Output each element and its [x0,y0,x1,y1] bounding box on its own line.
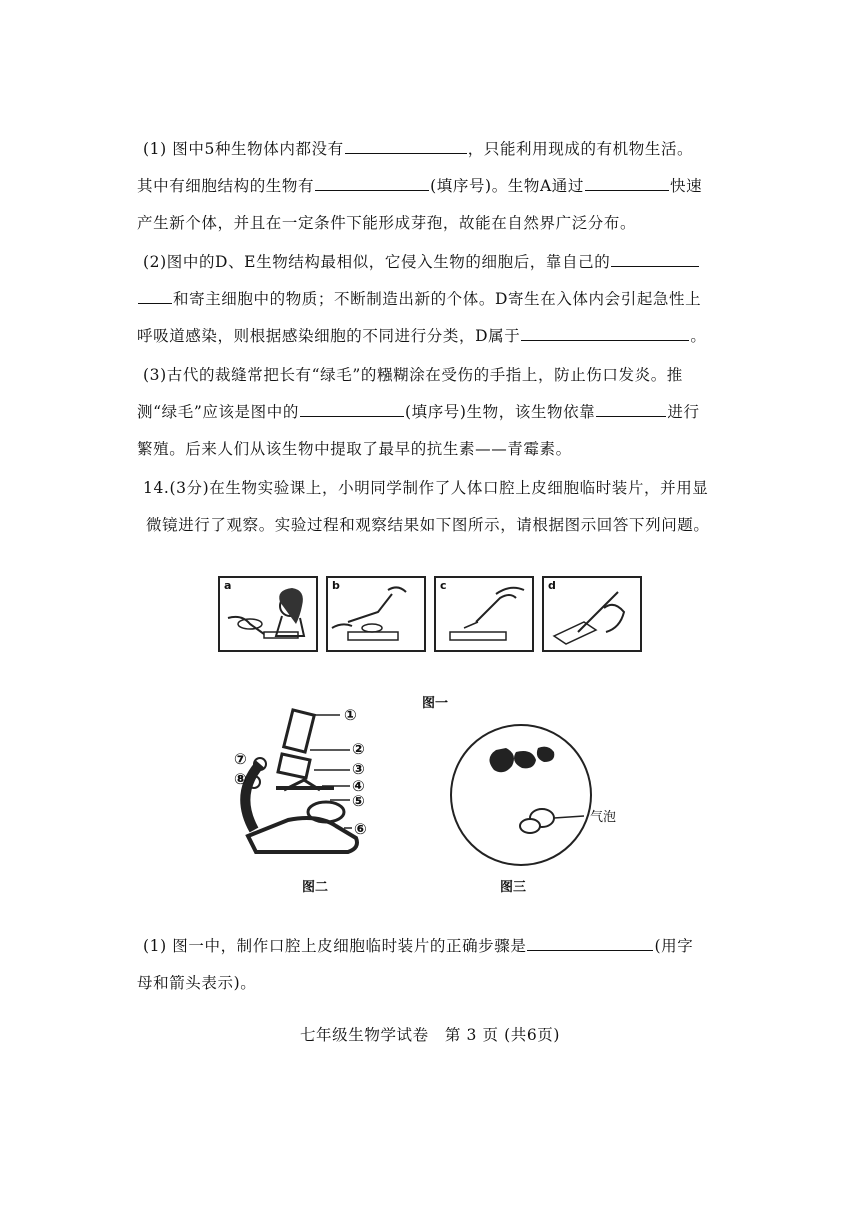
dropping-water-icon [328,578,424,650]
microscope-label-6: ⑥ [354,820,367,838]
q13-2-line2: 和寄主细胞中的物质；不断制造出新的个体。D寄生在入体内会引起急性上 [137,287,701,309]
scraping-cheek-icon [220,578,316,650]
microscope-label-1: ① [344,706,357,724]
answer-blank[interactable] [521,326,689,341]
answer-blank[interactable] [138,289,172,304]
step-panel-b: b [326,576,426,652]
q13-3-line3: 繁殖。后来人们从该生物中提取了最早的抗生素——青霉素。 [137,440,572,458]
microscope-diagram [230,704,410,864]
step-panel-d: d [542,576,642,652]
step-panel-c: c [434,576,534,652]
q14-1-line2: 母和箭头表示)。 [137,974,257,992]
answer-blank[interactable] [345,139,467,154]
microscope-label-3: ③ [352,760,365,778]
answer-blank[interactable] [585,176,669,191]
q13-1-line3: 产生新个体，并且在一定条件下能形成芽孢，故能在自然界广泛分布。 [137,214,637,232]
figure-1-caption: 图一 [422,696,449,711]
bubble-label: 气泡 [590,810,617,825]
q14-line1: 14.(3分)在生物实验课上，小明同学制作了人体口腔上皮细胞临时装片，并用显 [143,479,709,497]
microscope-label-8: ⑧ [234,770,247,788]
answer-blank[interactable] [596,402,666,417]
q13-2-line3: 呼吸道感染，则根据感染细胞的不同进行分类，D属于 。 [137,327,707,345]
q13-3-line1: (3)古代的裁缝常把长有“绿毛”的糨糊涂在受伤的手指上，防止伤口发炎。推 [143,366,683,384]
figure-2-caption: 图二 [302,880,329,895]
q14-1-line1: (1) 图一中，制作口腔上皮细胞临时装片的正确步骤是 (用字 [143,937,694,955]
q13-1-line1: (1) 图中5种生物体内都没有 ，只能利用现成的有机物生活。 [143,140,694,158]
experiment-figure [210,572,650,902]
placing-coverslip-icon [436,578,532,650]
microscope-label-7: ⑦ [234,750,247,768]
q14-line2: 微镜进行了观察。实验过程和观察结果如下图所示，请根据图示回答下列问题。 [146,516,710,534]
figure-3-caption: 图三 [500,880,527,895]
q13-1-line2: 其中有细胞结构的生物有 (填序号)。生物A通过 快速 [137,177,703,195]
step-panel-a: a [218,576,318,652]
microscope-label-5: ⑤ [352,792,365,810]
answer-blank[interactable] [527,936,653,951]
microscope-field-view [446,720,596,870]
microscope-label-2: ② [352,740,365,758]
q13-3-line2: 测“绿毛”应该是图中的 (填序号)生物，该生物依靠 进行 [137,403,700,421]
answer-blank[interactable] [611,252,699,267]
answer-blank[interactable] [300,402,404,417]
q13-2-line1: (2)图中的D、E生物结构最相似，它侵入生物的细胞后，靠自己的 [143,250,700,272]
staining-icon [544,578,640,650]
microscope-label-4: ④ [352,777,365,795]
page-footer: 七年级生物学试卷 第 3 页 (共6页) [299,1026,561,1044]
answer-blank[interactable] [315,176,429,191]
